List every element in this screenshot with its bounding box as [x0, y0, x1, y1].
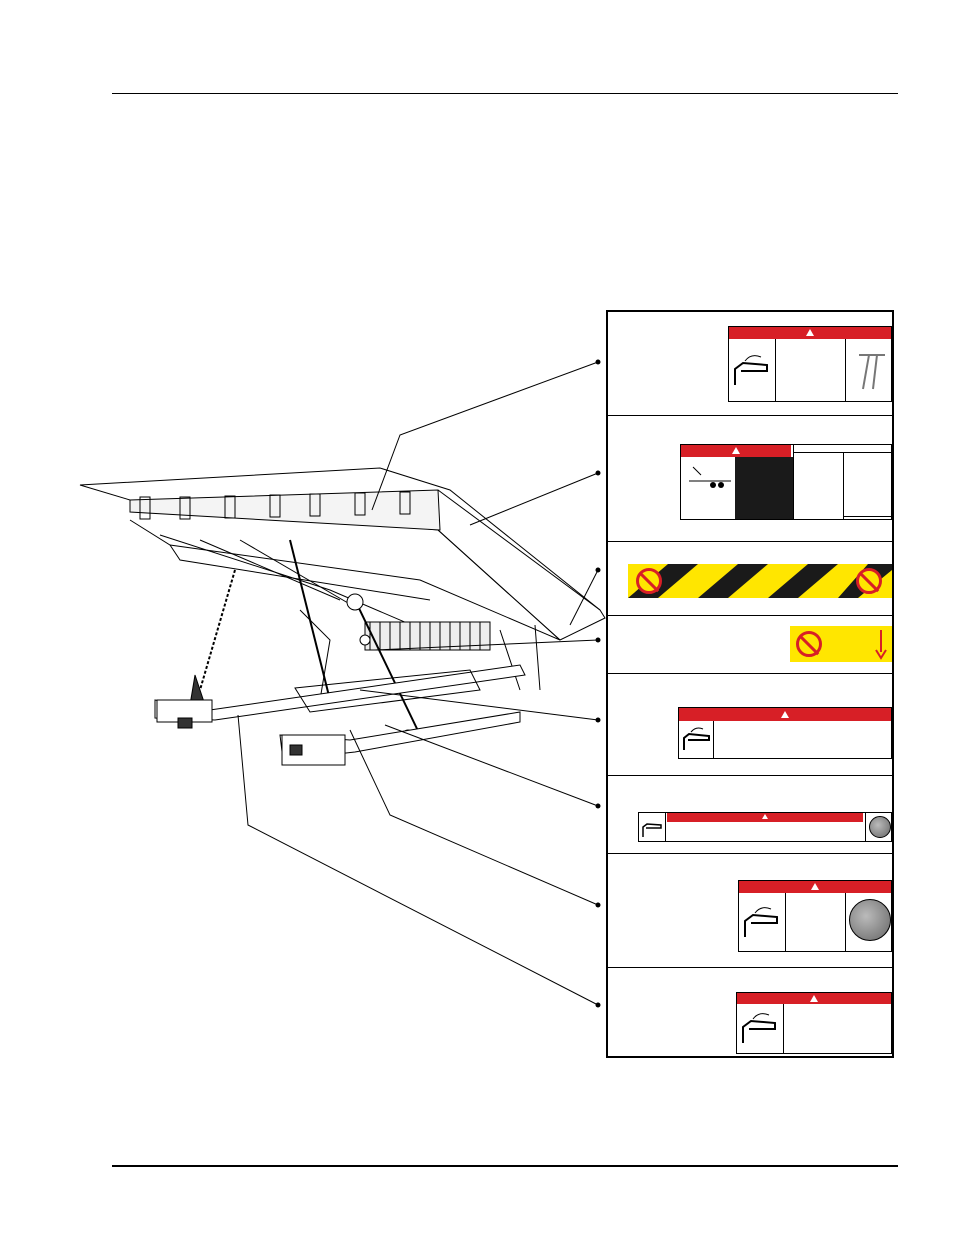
lip-hazard-pictogram-icon: [641, 817, 663, 839]
danger-decal-6: [638, 812, 892, 842]
lip-hazard-pictogram-icon: [731, 351, 771, 391]
lip-hazard-pictogram-icon: [739, 1009, 779, 1049]
lip-hazard-pictogram-icon: [741, 903, 781, 943]
no-forklift-icon: [796, 631, 822, 657]
warning-triangle-icon: [781, 711, 789, 718]
safety-label-panel: [606, 310, 894, 1058]
warning-triangle-icon: [806, 329, 814, 336]
label-row-3: [608, 542, 892, 616]
hazard-photo-icon: [849, 899, 891, 941]
label-row-2: [608, 416, 892, 542]
danger-decal-1: [728, 326, 892, 402]
label-row-1: [608, 312, 892, 416]
hazard-photo-icon: [869, 816, 891, 838]
footer-rule: [112, 1165, 898, 1167]
danger-decal-5: [678, 707, 892, 759]
warning-triangle-icon: [810, 995, 818, 1002]
leader-dots: [596, 360, 601, 1008]
chain: [200, 570, 235, 690]
label-row-6: [608, 776, 892, 854]
danger-decal-2: [680, 444, 892, 520]
down-arrow-icon: [874, 630, 888, 660]
no-forklift-icon: [856, 568, 882, 594]
no-forklift-icon: [636, 568, 662, 594]
label-row-7: [608, 854, 892, 968]
label-row-4: [608, 616, 892, 674]
danger-decal-7: [738, 880, 892, 952]
leveler-pictogram-icon: [849, 345, 889, 397]
warning-triangle-icon: [732, 447, 740, 454]
label-row-5: [608, 674, 892, 776]
lip-hazard-pictogram-icon: [681, 724, 711, 754]
label-row-8: [608, 968, 892, 1056]
warning-triangle-icon: [762, 814, 768, 819]
caution-stripe-decal: [628, 564, 892, 598]
danger-decal-8: [736, 992, 892, 1054]
dark-text-panel: [735, 457, 793, 519]
warning-triangle-icon: [811, 883, 819, 890]
no-forklift-decal: [790, 626, 892, 662]
trailer-pictogram-icon: [683, 461, 733, 495]
